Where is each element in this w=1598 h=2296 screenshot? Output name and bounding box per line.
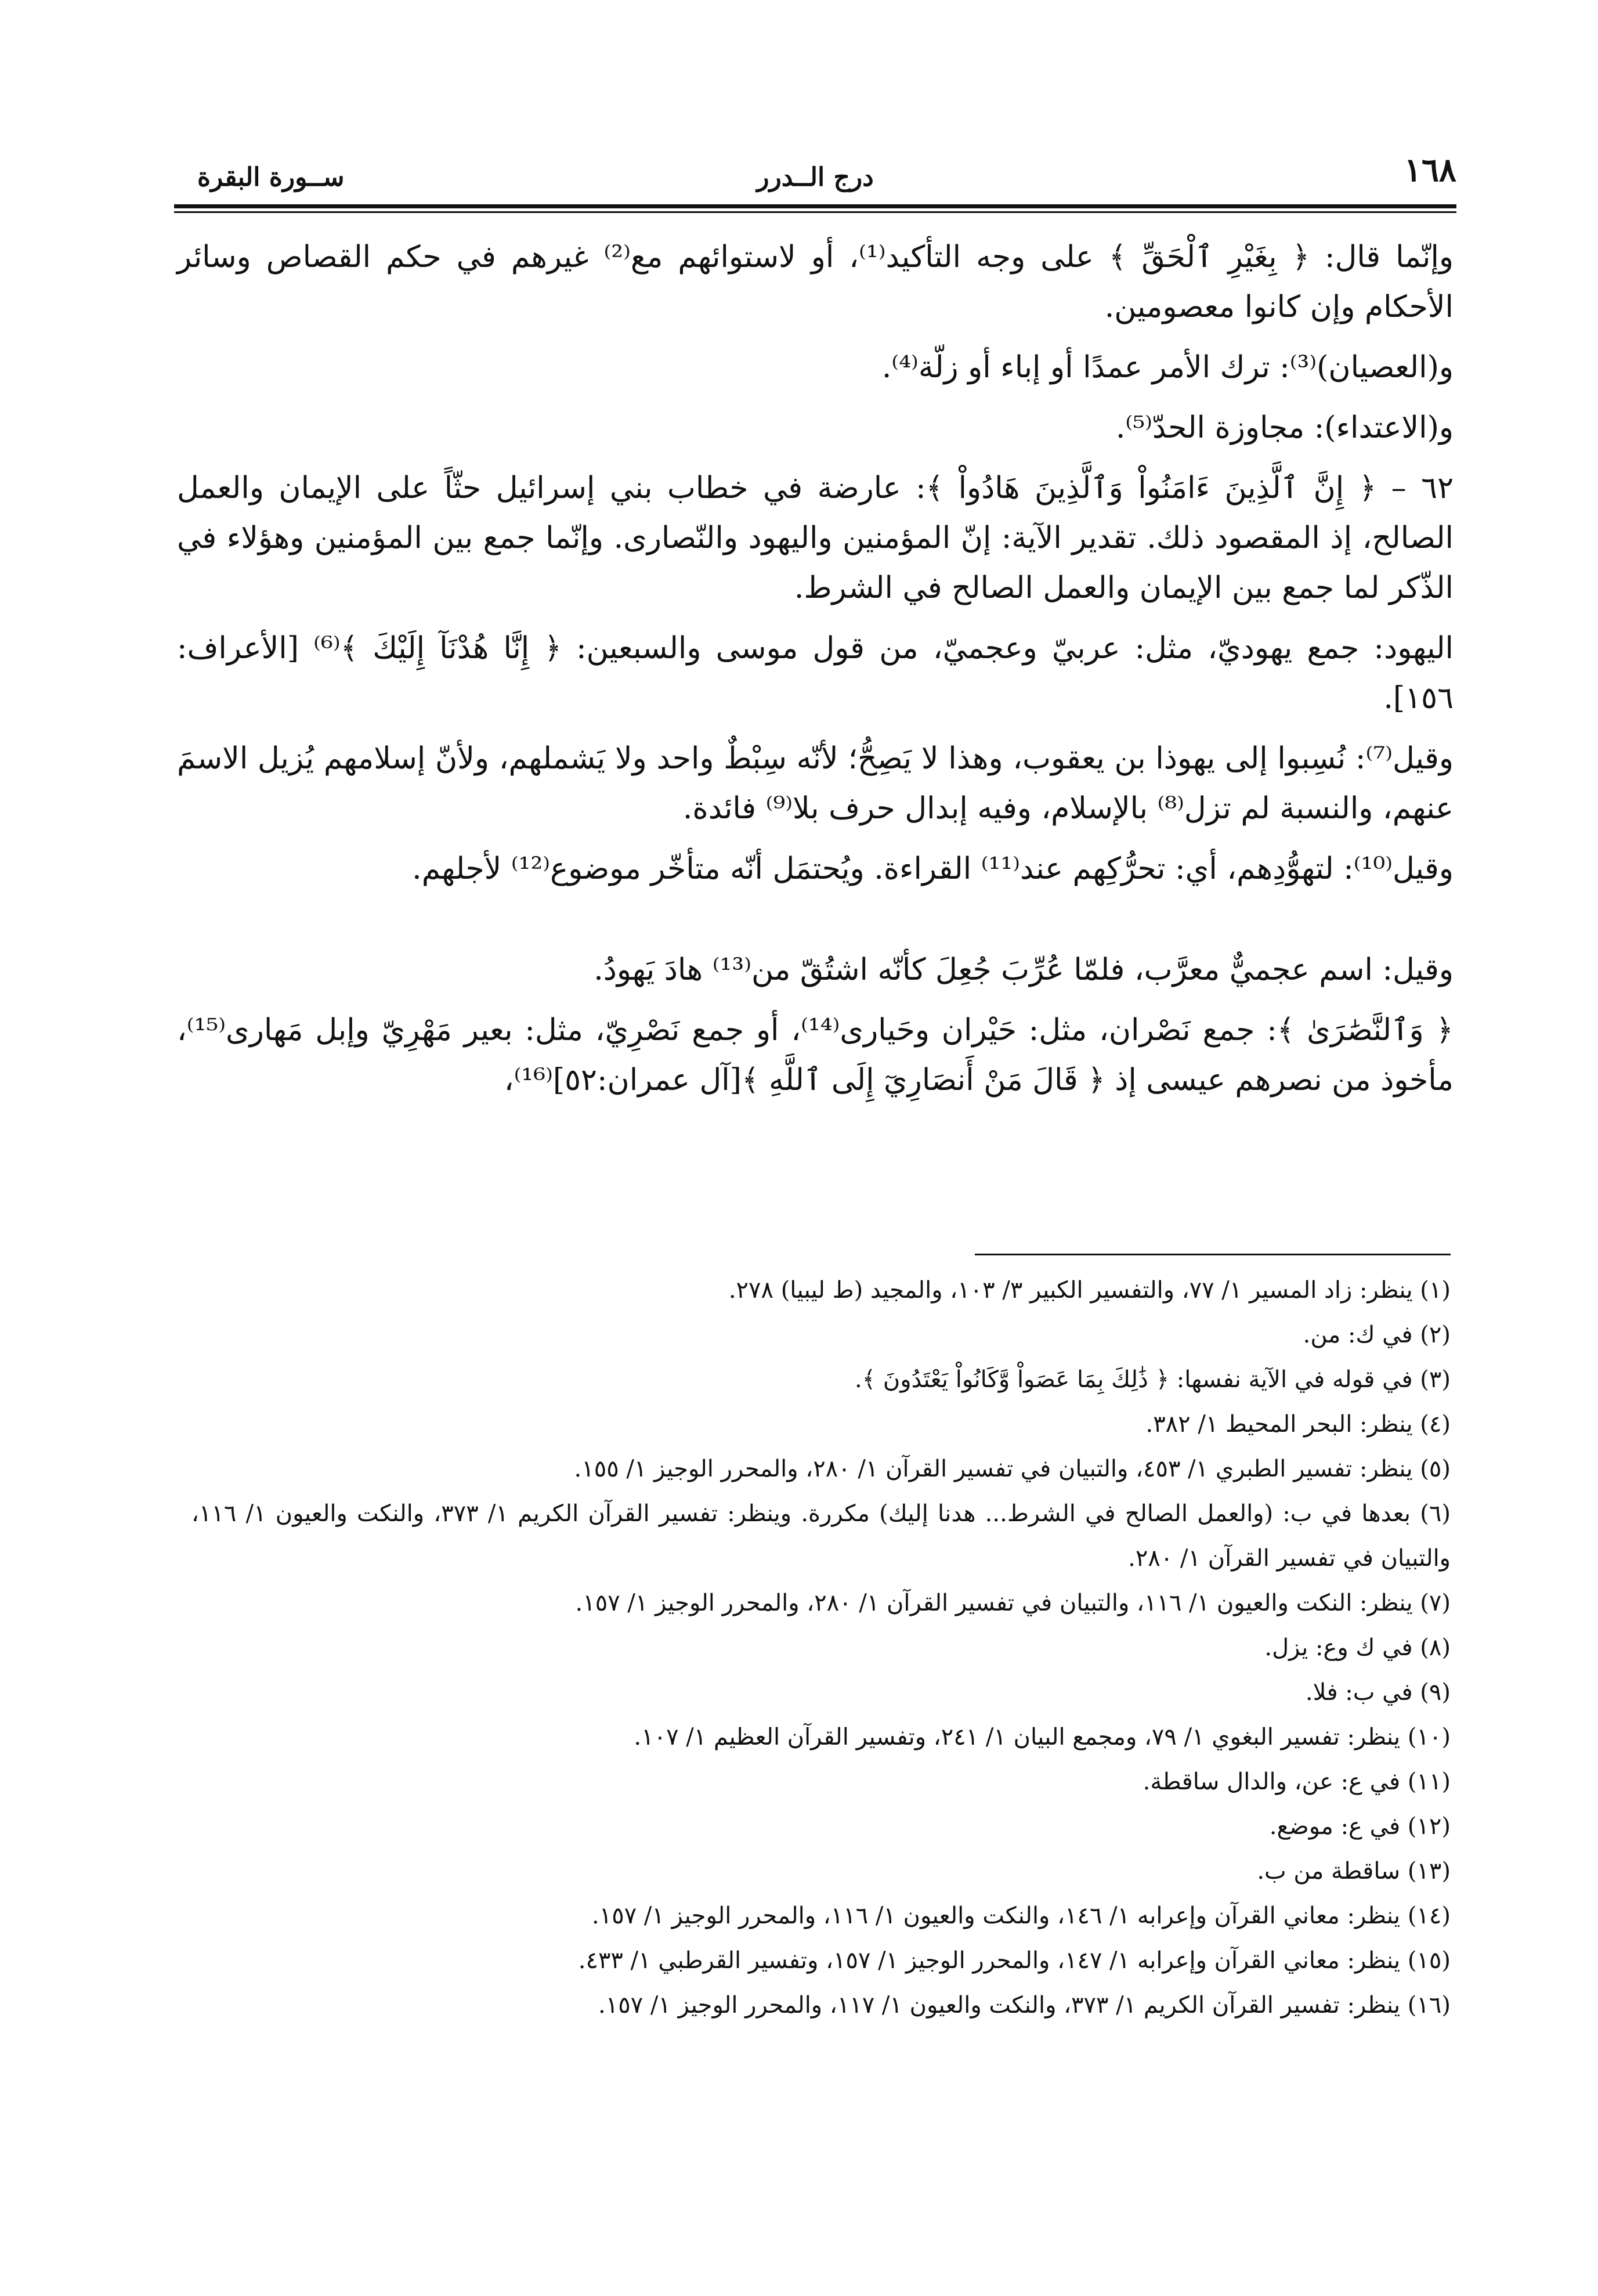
footnote: (١٠) ينظر: تفسير البغوي ١/ ٧٩، ومجمع البيان ١/ ٢٤١، وتفسير القرآن العظيم ١/ ١٠٧.	[634, 1724, 1451, 1750]
footnotes	[191, 1268, 1451, 2028]
body-paragraph: و(الاعتداء): مجاوزة الحدّ⁽⁵⁾.	[1115, 410, 1454, 445]
body-paragraph: وإنّما قال: ﴿ بِغَيْرِ ٱلْحَقِّ ﴾ على وجه التأكيد⁽¹⁾، أو لاستوائهم مع⁽²⁾ غيرهم في حكم القصاص وسائر الأحكام وإن كانوا معصومين.	[177, 240, 1454, 324]
main-text	[177, 232, 1454, 1115]
body-paragraph: اليهود: جمع يهوديّ، مثل: عربيّ وعجميّ، من قول موسى والسبعين: ﴿ إِنَّا هُدْنَآ إِلَيْكَ ﴾⁽⁶⁾ [الأعراف: ١٥٦].	[177, 631, 1454, 716]
body-paragraph: وقيل⁽¹⁰⁾: لتهوُّدِهم، أي: تحرُّكِهم عند⁽¹¹⁾ القراءة. ويُحتمَل أنّه متأخّر موضوع⁽¹²⁾ لأجلهم.	[412, 851, 1454, 886]
footnote-separator	[975, 1254, 1451, 1255]
body-paragraph: ٦٢ – ﴿ إِنَّ ٱلَّذِينَ ءَامَنُواْ وَٱلَّذِينَ هَادُواْ ﴾: عارضة في خطاب بني إسرائيل حثّاً على الإيمان والعمل الصالح، إذ المقصود ذلك. تقدير الآية: إنّ المؤمنين واليهود والنّصارى. وإنّما جمع بين المؤمنين وهؤلاء في الذّكر لما جمع بين الإيمان والعمل الصالح في الشرط.	[177, 471, 1454, 605]
footnote: (١٦) ينظر: تفسير القرآن الكريم ١/ ٣٧٣، والنكت والعيون ١/ ١١٧، والمحرر الوجيز ١/ ١٥٧.	[598, 1992, 1451, 2019]
surah-name: ســورة البقرة	[197, 163, 345, 192]
footnote: (١٥) ينظر: معاني القرآن وإعرابه ١/ ١٤٧، والمحرر الوجيز ١/ ١٥٧، وتفسير القرطبي ١/ ٤٣٣.	[578, 1947, 1451, 1974]
footnote: (٢) في ك: من.	[1303, 1322, 1451, 1348]
header-rule-thick	[174, 204, 1456, 208]
footnote: (١٤) ينظر: معاني القرآن وإعرابه ١/ ١٤٦، والنكت والعيون ١/ ١١٦، والمحرر الوجيز ١/ ١٥٧.	[592, 1902, 1451, 1929]
footnote: (١١) في ع: عن، والدال ساقطة.	[1143, 1768, 1451, 1795]
footnote: (٣) في قوله في الآية نفسها: ﴿ ذَٰلِكَ بِمَا عَصَواْ وَّكَانُواْ يَعْتَدُونَ ﴾.	[855, 1366, 1451, 1393]
footnote: (٨) في ك وع: يزل.	[1264, 1634, 1451, 1661]
footnote: (٩) في ب: فلا.	[1305, 1679, 1451, 1706]
body-paragraph: وقيل: اسم عجميٌّ معرَّب، فلمّا عُرِّبَ جُعِلَ كأنّه اشتُقّ من⁽¹³⁾ هادَ يَهودُ.	[594, 952, 1454, 987]
footnote: (٤) ينظر: البحر المحيط ١/ ٣٨٢.	[1145, 1411, 1451, 1438]
footnote: (٦) بعدها في ب: (والعمل الصالح في الشرط... هدنا إليك) مكررة. وينظر: تفسير القرآن الكريم ١/ ٣٧٣، والنكت والعيون ١/ ١١٦، والتبيان في تفسير القرآن ١/ ٢٨٠.	[191, 1500, 1451, 1572]
page-header	[174, 145, 1456, 197]
body-paragraph: وقيل⁽⁷⁾: نُسِبوا إلى يهوذا بن يعقوب، وهذا لا يَصِحُّ؛ لأنّه سِبْطٌ واحد ولا يَشملهم، ولأنّ إسلامهم يُزيل الاسمَ عنهم، والنسبة لم تزل⁽⁸⁾ بالإسلام، وفيه إبدال حرف بلا⁽⁹⁾ فائدة.	[177, 741, 1454, 826]
footnote: (١٢) في ع: موضع.	[1269, 1813, 1451, 1840]
paragraph-gap	[177, 904, 1454, 945]
footnote: (٥) ينظر: تفسير الطبري ١/ ٤٥٣، والتبيان في تفسير القرآن ١/ ٢٨٠، والمحرر الوجيز ١/ ١٥٥.	[574, 1456, 1451, 1482]
footnote: (١٣) ساقطة من ب.	[1257, 1858, 1451, 1885]
book-title: درج الــدرر	[757, 163, 874, 192]
body-paragraph: و(العصيان)⁽³⁾: ترك الأمر عمدًا أو إباء أو زلّة⁽⁴⁾.	[881, 350, 1454, 385]
footnote: (٧) ينظر: النكت والعيون ١/ ١١٦، والتبيان في تفسير القرآن ١/ ٢٨٠، والمحرر الوجيز ١/ ١٥٧.	[575, 1590, 1451, 1616]
header-rule-thin	[174, 211, 1456, 213]
page-number: ١٦٨	[1404, 151, 1456, 189]
footnote: (١) ينظر: زاد المسير ١/ ٧٧، والتفسير الكبير ٣/ ١٠٣، والمجيد (ط ليبيا) ٢٧٨.	[728, 1277, 1451, 1304]
body-paragraph: ﴿ وَٱلنَّصَٰرَىٰ ﴾: جمع نَصْران، مثل: حَيْران وحَيارى⁽¹⁴⁾، أو جمع نَصْرِيّ، مثل: بعير مَهْرِيّ وإبل مَهارى⁽¹⁵⁾، مأخوذ من نصرهم عيسى إذ ﴿ قَالَ مَنْ أَنصَارِيٓ إِلَى ٱللَّهِ ﴾[آل عمران:٥٢]⁽¹⁶⁾،	[177, 1013, 1454, 1098]
